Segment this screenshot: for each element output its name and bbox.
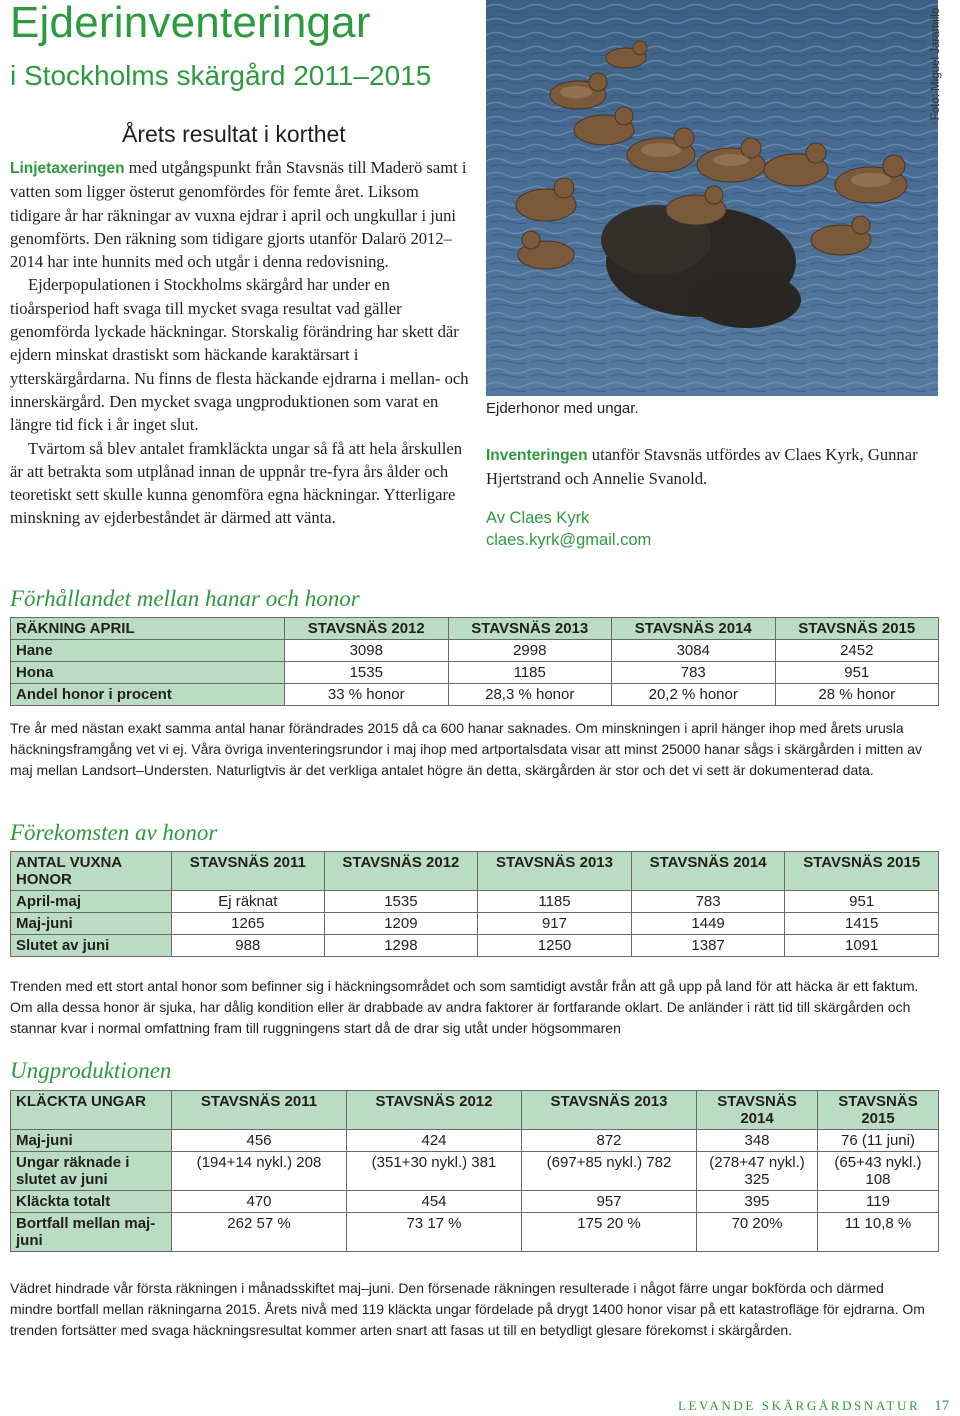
- table-cell: (351+30 nykl.) 381: [347, 1152, 522, 1191]
- table-cell: 872: [522, 1130, 697, 1152]
- table-cell: 1415: [785, 913, 939, 935]
- table-cell: 11 10,8 %: [818, 1213, 939, 1252]
- table-row: [11, 891, 939, 913]
- row-label: Maj-juni: [11, 1130, 172, 1152]
- page-number: 17: [934, 1398, 950, 1414]
- table-cell: Ej räknat: [172, 891, 325, 913]
- table-cell: 1387: [631, 935, 785, 957]
- table-cell: 454: [347, 1191, 522, 1213]
- table-ungproduktion: [10, 1090, 939, 1252]
- intro-lead: Linjetaxeringen: [10, 160, 125, 177]
- intro-p1-text: med utgångspunkt från Stavsnäs till Maderö samt i vatten som ligger österut genomfördes för femte året. Liksom tidigare år har räkningar av vuxna ejdrar i april och ungkullar i juni genomförts. Den räkning som tidigare gjorts utanför Dalarö 2012–2014 har inte hunnits med och utgår i denna redovisning.: [10, 158, 467, 272]
- photo-credit: [916, 0, 960, 150]
- table-cell: 119: [818, 1191, 939, 1213]
- table-cell: 470: [172, 1191, 347, 1213]
- table-cell: 1209: [324, 913, 478, 935]
- table-cell: 2452: [775, 640, 939, 662]
- table-cell: 348: [697, 1130, 818, 1152]
- table-cell: 1265: [172, 913, 325, 935]
- table-cell: 1449: [631, 913, 785, 935]
- table-cell: (194+14 nykl.) 208: [172, 1152, 347, 1191]
- intro-paragraph-1: [10, 156, 470, 273]
- table1-col-header: STAVSNÄS 2014: [612, 618, 776, 640]
- photo-caption: Ejderhonor med ungar.: [486, 400, 639, 417]
- table-row: [11, 913, 939, 935]
- table2-heading: Förekomsten av honor: [10, 820, 218, 845]
- row-label: Hane: [11, 640, 285, 662]
- inventory-paragraph: [486, 443, 936, 491]
- table-cell: 175 20 %: [522, 1213, 697, 1252]
- table-cell: 951: [785, 891, 939, 913]
- page-title: Ejderinventeringar: [10, 0, 371, 47]
- table-row: [11, 935, 939, 957]
- table2-col-header: STAVSNÄS 2015: [785, 852, 939, 891]
- table3-col-header: KLÄCKTA UNGAR: [11, 1091, 172, 1130]
- table3-col-header: STAVSNÄS 2012: [347, 1091, 522, 1130]
- photo-credit-text: Foto: Miguel Jaramillo: [930, 7, 942, 121]
- table-cell: 28,3 % honor: [448, 684, 612, 706]
- table-cell: (697+85 nykl.) 782: [522, 1152, 697, 1191]
- table-cell: 3084: [612, 640, 776, 662]
- inventory-lead: Inventeringen: [486, 447, 588, 464]
- table-cell: 28 % honor: [775, 684, 939, 706]
- inventory-text: utanför Stavsnäs utfördes av Claes Kyrk, Gunnar Hjertstrand och Annelie Svanold.: [486, 445, 918, 489]
- table-row: [11, 1130, 939, 1152]
- eider-photo: [486, 0, 938, 396]
- row-label: Bortfall mellan maj-juni: [11, 1213, 172, 1252]
- table-cell: 424: [347, 1130, 522, 1152]
- row-label: Kläckta totalt: [11, 1191, 172, 1213]
- row-label: Hona: [11, 662, 285, 684]
- table1-note: Tre år med nästan exakt samma antal hanar förändrades 2015 då ca 600 hanar saknades. Om minskningen i april hänger ihop med årets urusla häckningsframgång vet vi ej. Våra övriga inventeringsrundor i maj ihop med artportalsdata visar att minst 25000 hanar sågs i skärgården i mitten av maj mellan Landsort–Understen. Naturligtvis är det verkliga antalet högre än detta, skärgården är stor och det vi sett är dokumenterad data.: [10, 720, 923, 778]
- table-row: [11, 684, 939, 706]
- table-cell: (65+43 nykl.) 108: [818, 1152, 939, 1191]
- table-honor: [10, 851, 939, 957]
- table-cell: 76 (11 juni): [818, 1130, 939, 1152]
- intro-paragraph-2: Ejderpopulationen i Stockholms skärgård har under en tioårsperiod haft svaga till mycket svaga resultat vad gäller genomförda lyckade häckningar. Storskalig förändring har skett där ejdern minskat drastiskt som häckande karaktärsart i ytterskärgårdarna. Nu finns de flesta häckande ejdrarna i mellan- och innerskärgård. Den mycket svaga ungproduktionen som varat en längre tid fick i år inget slut.: [10, 275, 469, 435]
- author-block: [486, 507, 651, 551]
- table-cell: (278+47 nykl.) 325: [697, 1152, 818, 1191]
- row-label: Slutet av juni: [11, 935, 172, 957]
- table-cell: 917: [478, 913, 632, 935]
- row-label: April-maj: [11, 891, 172, 913]
- table-row: [11, 1213, 939, 1252]
- table-cell: 957: [522, 1191, 697, 1213]
- table1-heading: Förhållandet mellan hanar och honor: [10, 586, 360, 611]
- table-cell: 1091: [785, 935, 939, 957]
- table-cell: 33 % honor: [285, 684, 449, 706]
- table-cell: 1185: [448, 662, 612, 684]
- table3-header-row: [11, 1091, 939, 1130]
- intro-text: [10, 156, 470, 530]
- table3-col-header: STAVSNÄS 2013: [522, 1091, 697, 1130]
- table-cell: 20,2 % honor: [612, 684, 776, 706]
- table-row: [11, 1152, 939, 1191]
- table-cell: 783: [631, 891, 785, 913]
- eider-photo-drawing: [486, 0, 938, 396]
- table2-header-row: [11, 852, 939, 891]
- page-footer: [678, 1398, 949, 1415]
- table2-col-header: STAVSNÄS 2013: [478, 852, 632, 891]
- table-cell: 1298: [324, 935, 478, 957]
- table-cell: 262 57 %: [172, 1213, 347, 1252]
- table2-col-header: STAVSNÄS 2014: [631, 852, 785, 891]
- table2-col-header: STAVSNÄS 2011: [172, 852, 325, 891]
- table1-col-header: RÄKNING APRIL: [11, 618, 285, 640]
- table3-col-header: STAVSNÄS 2014: [697, 1091, 818, 1130]
- table2-col-header: STAVSNÄS 2012: [324, 852, 478, 891]
- author-byline: Av Claes Kyrk: [486, 509, 590, 527]
- table-cell: 73 17 %: [347, 1213, 522, 1252]
- table2-note: Trenden med ett stort antal honor som befinner sig i häckningsområdet och som samtidigt avstår från att gå upp på land för att häcka är ett faktum. Om alla dessa honor är sjuka, har dålig kondition eller är drabbade av andra faktorer är fortfarande oklart. De anländer i rätt tid till skärgården och stannar kvar i normal omfattning fram till ruggningens start då de drar sig utåt under högsommaren: [10, 978, 919, 1036]
- table-cell: 951: [775, 662, 939, 684]
- table-cell: 988: [172, 935, 325, 957]
- table-row: [11, 1191, 939, 1213]
- summary-heading: Årets resultat i korthet: [122, 121, 346, 147]
- table1-col-header: STAVSNÄS 2015: [775, 618, 939, 640]
- table1-col-header: STAVSNÄS 2013: [448, 618, 612, 640]
- table1-header-row: [11, 618, 939, 640]
- table-cell: 70 20%: [697, 1213, 818, 1252]
- table-cell: 783: [612, 662, 776, 684]
- table3-note: Vädret hindrade vår första räkningen i månadsskiftet maj–juni. Den försenade räkningen resulterade i något färre ungar bokförda och därmed mindre bortfall mellan räkningarna 2015. Årets nivå med 119 kläckta ungar fördelade på drygt 1400 honor visar på ett katastrofläge för ejdrarna. Om trenden fortsätter med svaga häckningsresultat kommer arten snart att fasas ut till en betydligt glesare förekomst i skärgården.: [10, 1280, 925, 1338]
- table1-col-header: STAVSNÄS 2012: [285, 618, 449, 640]
- table-cell: 3098: [285, 640, 449, 662]
- table3-col-header: STAVSNÄS 2015: [818, 1091, 939, 1130]
- table-cell: 2998: [448, 640, 612, 662]
- magazine-name: LEVANDE SKÄRGÅRDSNATUR: [678, 1398, 921, 1413]
- table2-col-header: ANTAL VUXNA HONOR: [11, 852, 172, 891]
- table-row: [11, 662, 939, 684]
- table-row: [11, 640, 939, 662]
- intro-paragraph-3: Tvärtom så blev antalet framkläckta ungar så få att hela årskullen är att betrakta som utplånad innan de uppnår tre-fyra års ålder och teoretiskt sett skulle kunna genomföra egna häckningar. Ytterligare minskning av ejderbeståndet är därmed att vänta.: [10, 438, 463, 528]
- table3-col-header: STAVSNÄS 2011: [172, 1091, 347, 1130]
- row-label: Maj-juni: [11, 913, 172, 935]
- author-email[interactable]: claes.kyrk@gmail.com: [486, 531, 652, 549]
- table-cell: 395: [697, 1191, 818, 1213]
- table-cell: 1185: [478, 891, 632, 913]
- table-hanar-honor: [10, 617, 939, 706]
- row-label: Ungar räknade i slutet av juni: [11, 1152, 172, 1191]
- table-cell: 1250: [478, 935, 632, 957]
- page-subtitle: i Stockholms skärgård 2011–2015: [10, 60, 432, 91]
- table-cell: 1535: [324, 891, 478, 913]
- table-cell: 456: [172, 1130, 347, 1152]
- table3-heading: Ungproduktionen: [10, 1058, 172, 1083]
- table-cell: 1535: [285, 662, 449, 684]
- row-label: Andel honor i procent: [11, 684, 285, 706]
